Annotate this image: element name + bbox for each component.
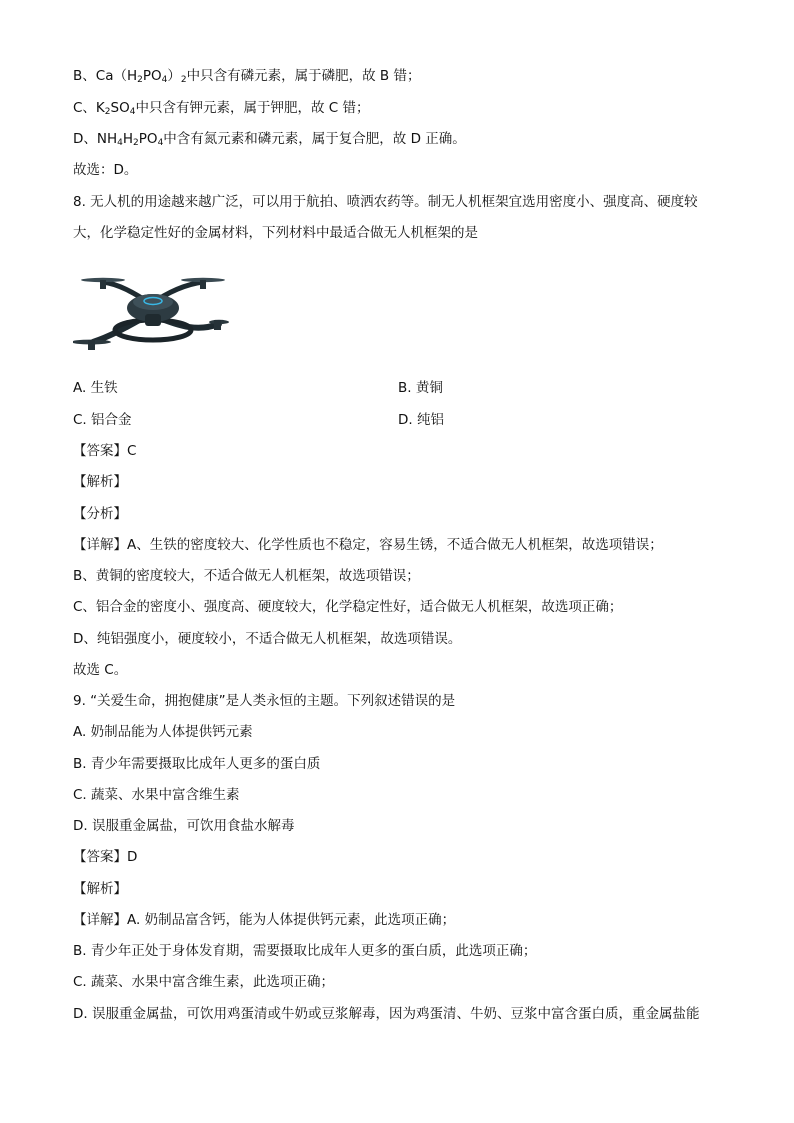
q9-detail-b: B. 青少年正处于身体发育期，需要摄取比成年人更多的蛋白质，此选项正确； <box>73 943 537 959</box>
q9-detail-d: D. 误服重金属盐，可饮用鸡蛋清或牛奶或豆浆解毒，因为鸡蛋清、牛奶、豆浆中富含蛋白质，重金属盐能 <box>73 1006 700 1022</box>
q8-answer: 【答案】C <box>73 443 137 459</box>
q9-analysis-heading: 【解析】 <box>73 881 127 897</box>
q9-option-d: D. 误服重金属盐，可饮用食盐水解毒 <box>73 818 295 834</box>
q9-stem: 9. “关爱生命，拥抱健康”是人类永恒的主题。下列叙述错误的是 <box>73 693 456 709</box>
q9-detail-a: 【详解】A. 奶制品富含钙，能为人体提供钙元素，此选项正确； <box>73 912 456 928</box>
q8-stem-line1: 8. 无人机的用途越来越广泛，可以用于航拍、喷洒农药等。制无人机框架宜选用密度小、强度高、硬度较 <box>73 194 698 210</box>
q8-detail-c: C、铝合金的密度小、强度高、硬度较大，化学稳定性好，适合做无人机框架，故选项正确； <box>73 599 623 615</box>
q8-option-b: B. 黄铜 <box>398 380 443 396</box>
prev-option-d-explanation: D、$NH_4H_2PO_4$中含有氮元素和磷元素，属于复合肥，故 D 正确。 <box>73 131 466 148</box>
q9-option-b: B. 青少年需要摄取比成年人更多的蛋白质 <box>73 756 321 772</box>
q8-choice: 故选 C。 <box>73 662 128 678</box>
q8-fenxi-heading: 【分析】 <box>73 506 127 522</box>
prev-option-c-explanation: C、$K_2SO_4$中只含有钾元素，属于钾肥，故 C 错； <box>73 100 370 117</box>
q8-option-a: A. 生铁 <box>73 380 118 396</box>
q8-analysis-heading: 【解析】 <box>73 474 127 490</box>
drone-image <box>73 262 229 358</box>
q9-option-c: C. 蔬菜、水果中富含维生素 <box>73 787 240 803</box>
q8-option-d: D. 纯铝 <box>398 412 444 428</box>
q8-detail-a: 【详解】A、生铁的密度较大、化学性质也不稳定，容易生锈，不适合做无人机框架，故选项错误； <box>73 537 663 553</box>
q8-detail-b: B、黄铜的密度较大，不适合做无人机框架，故选项错误； <box>73 568 420 584</box>
q8-option-c: C. 铝合金 <box>73 412 132 428</box>
prev-option-b-explanation: B、$Ca(H_2PO_4)_2$中只含有磷元素，属于磷肥，故 B 错； <box>73 68 421 85</box>
q9-option-a: A. 奶制品能为人体提供钙元素 <box>73 724 253 740</box>
q8-stem-line2: 大，化学稳定性好的金属材料，下列材料中最适合做无人机框架的是 <box>73 225 478 241</box>
q9-detail-c: C. 蔬菜、水果中富含维生素，此选项正确； <box>73 974 335 990</box>
q9-answer: 【答案】D <box>73 849 138 865</box>
q8-detail-d: D、纯铝强度小，硬度较小，不适合做无人机框架，故选项错误。 <box>73 631 462 647</box>
prev-choice: 故选：D。 <box>73 162 138 178</box>
